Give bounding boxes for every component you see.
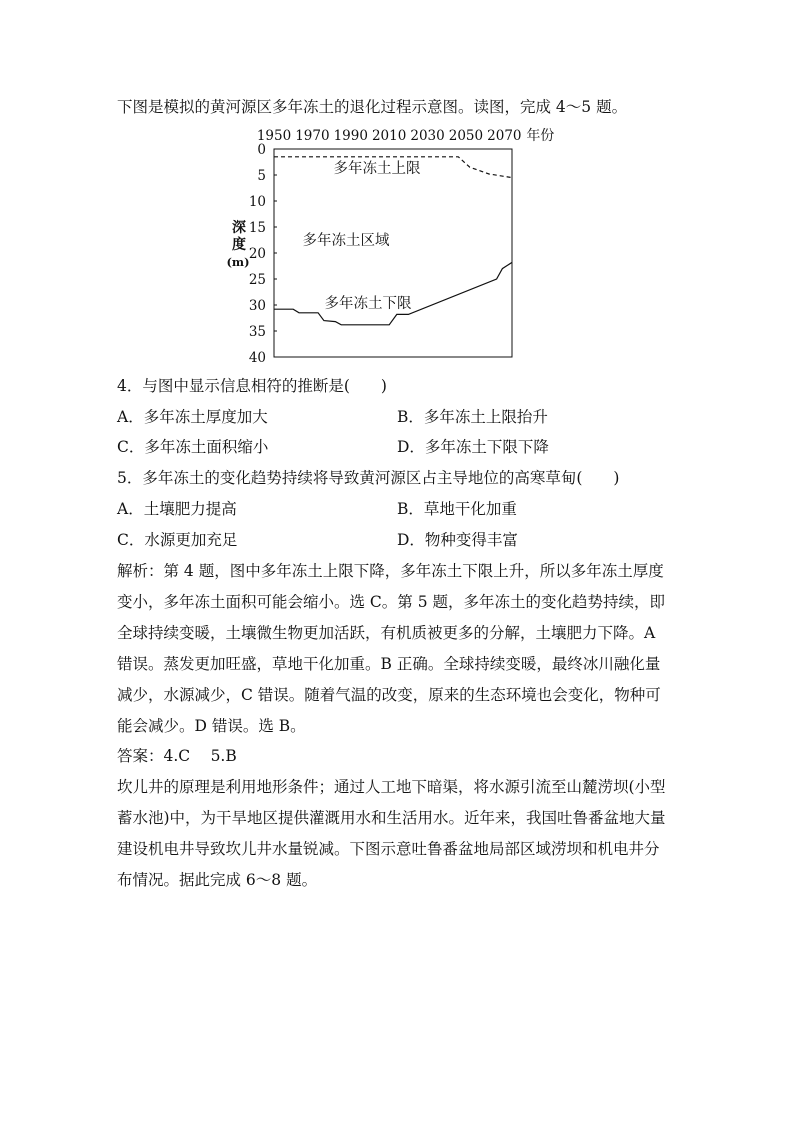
q5-option-c: C．水源更加充足 [117,531,238,549]
analysis-paragraph [117,556,685,742]
y-tick-label: 20 [248,246,266,262]
q4-stem: 4．与图中显示信息相符的推断是( ) [117,377,387,395]
y-axis-label: (m) [226,255,250,269]
x-tick-label: 2030 [410,128,445,144]
y-axis-label: 深 [232,220,246,236]
x-tick-label: 1950 [256,128,292,144]
chart-frame [274,149,512,357]
q5-stem: 5．多年冻土的变化趋势持续将导致黄河源区占主导地位的高寒草甸( ) [117,469,620,487]
lower-limit-label: 多年冻土下限 [324,296,412,312]
permafrost-chart [0,0,794,380]
y-tick-label: 15 [248,220,266,236]
passage-line: 坎儿井的原理是利用地形条件；通过人工地下暗渠，将水源引流至山麓涝坝(小型 [117,778,666,796]
q4-option-c: C．多年冻土面积缩小 [117,438,269,456]
x-tick-label: 2050 [448,128,484,144]
y-tick-label: 25 [248,272,266,288]
permafrost-region-label: 多年冻土区域 [302,233,390,249]
y-tick-label: 10 [248,194,266,210]
upper-limit-label: 多年冻土上限 [333,161,421,177]
passage-line: 蓄水池)中，为干旱地区提供灌溉用水和生活用水。近年来，我国吐鲁番盆地大量 [117,809,666,827]
analysis-line: 能会减少。D 错误。选 B。 [117,717,306,735]
intro-text: 下图是模拟的黄河源区多年冻土的退化过程示意图。读图，完成 4～5 题。 [117,98,628,116]
q5-option-a: A．土壤肥力提高 [117,500,237,518]
q4-option-b: B．多年冻土上限抬升 [397,408,548,426]
passage-paragraph [117,772,685,896]
q4-option-a: A．多年冻土厚度加大 [117,408,268,426]
analysis-line: 解析：第 4 题，图中多年冻土上限下降，多年冻土下限上升，所以多年冻土厚度 [117,562,664,580]
passage-line: 建设机电井导致坎儿井水量锐减。下图示意吐鲁番盆地局部区域涝坝和机电井分 [117,840,660,858]
y-tick-label: 40 [248,350,266,366]
y-axis-label: 度 [232,237,246,253]
passage-line: 布情况。据此完成 6～8 题。 [117,871,318,889]
analysis-line: 减少，水源减少，C 错误。随着气温的改变，原来的生态环境也会变化，物种可 [117,686,661,704]
x-tick-label: 1970 [295,128,330,144]
lower-limit-line [274,262,512,324]
x-tick-label: 2070 [487,128,522,144]
x-tick-label: 1990 [333,128,368,144]
y-tick-label: 5 [257,168,266,184]
q5-option-d: D．物种变得丰富 [397,531,518,549]
x-tick-label: 2010 [371,128,407,144]
y-tick-label: 30 [248,298,266,314]
x-axis-unit: 年份 [526,128,555,144]
answer-text: 答案：4.C 5.B [117,747,237,765]
q4-option-d: D．多年冻土下限下降 [397,438,549,456]
q5-option-b: B．草地干化加重 [397,500,517,518]
analysis-line: 全球持续变暖，土壤微生物更加活跃，有机质被更多的分解，土壤肥力下降。A [117,624,656,642]
y-tick-label: 0 [257,142,266,158]
analysis-line: 错误。蒸发更加旺盛，草地干化加重。B 正确。全球持续变暖，最终冰川融化量 [117,655,661,673]
y-tick-label: 35 [248,324,266,340]
analysis-line: 变小，多年冻土面积可能会缩小。选 C。第 5 题，多年冻土的变化趋势持续，即 [117,593,666,611]
